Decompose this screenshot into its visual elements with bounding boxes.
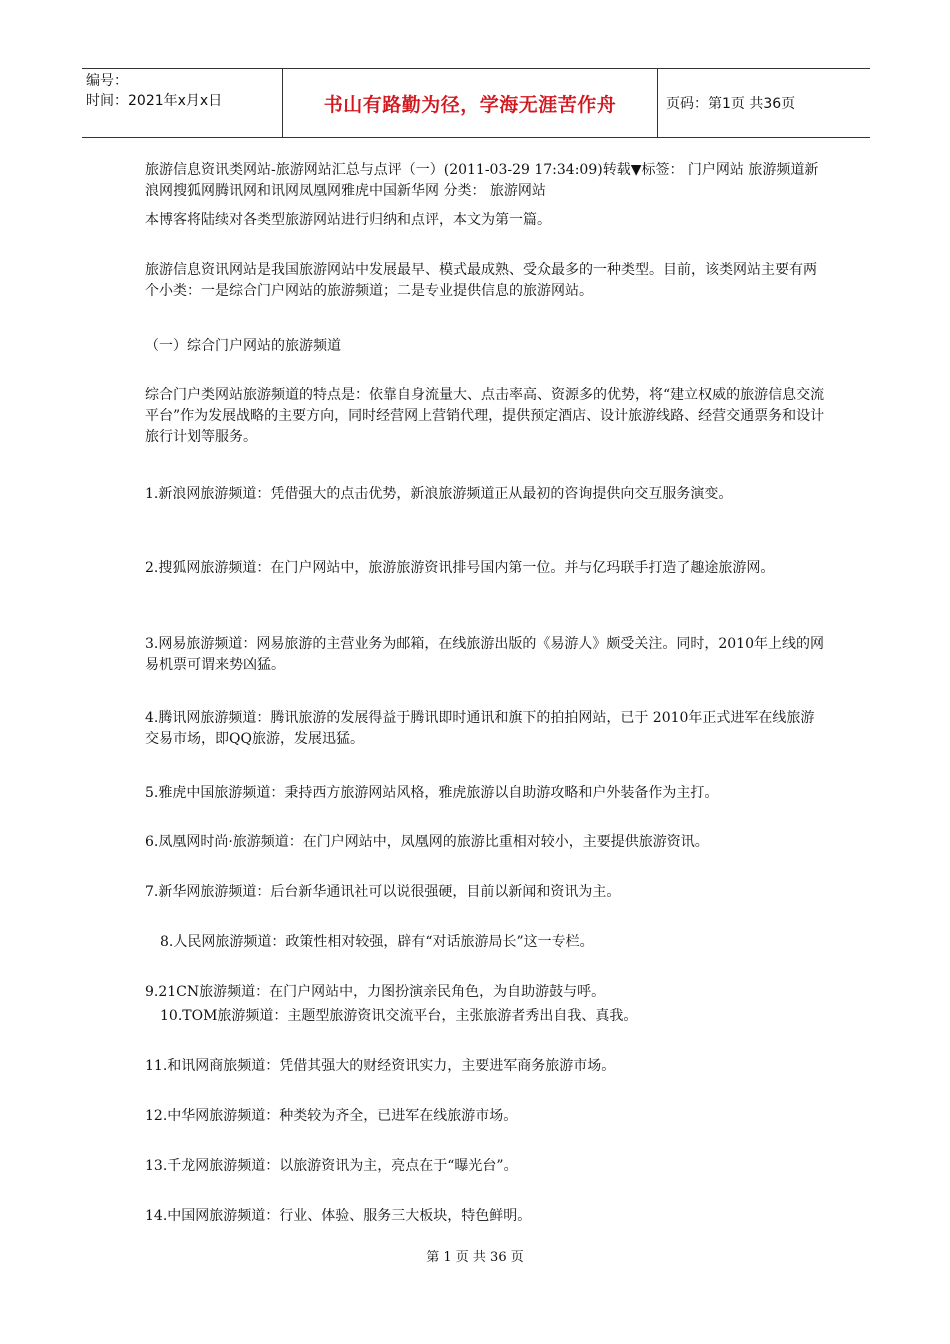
document-date: 时间：2021年x月x日	[86, 93, 223, 109]
header-page-info: 页码：第1页 共36页	[666, 96, 796, 112]
page-footer: 第 1 页 共 36 页	[426, 1250, 524, 1265]
list-item: 6.凤凰网时尚·旅游频道：在门户网站中，凤凰网的旅游比重相对较小，主要提供旅游资讯。	[145, 834, 709, 850]
list-item: 12.中华网旅游频道：种类较为齐全，已进军在线旅游市场。	[145, 1108, 518, 1124]
list-item: 1.新浪网旅游频道：凭借强大的点击优势，新浪旅游频道正从最初的咨询提供向交互服务演变。	[145, 486, 733, 502]
list-item: 7.新华网旅游频道：后台新华通讯社可以说很强硬，目前以新闻和资讯为主。	[145, 884, 621, 900]
section-heading: （一）综合门户网站的旅游频道	[145, 338, 341, 354]
intro-paragraph: 本博客将陆续对各类型旅游网站进行归纳和点评，本文为第一篇。	[145, 212, 551, 228]
list-item: 9.21CN旅游频道：在门户网站中，力图扮演亲民角色，为自助游鼓与呼。	[145, 984, 606, 1000]
list-item: 14.中国网旅游频道：行业、体验、服务三大板块，特色鲜明。	[145, 1208, 532, 1224]
header-meta	[82, 69, 282, 137]
header-motto: 书山有路勤为径，学海无涯苦作舟	[282, 69, 658, 137]
list-item: 3.网易旅游频道：网易旅游的主营业务为邮箱，在线旅游出版的《易游人》颇受关注。同时，2010年上线的网易机票可谓来势凶猛。	[145, 636, 824, 673]
page-header	[82, 68, 870, 138]
list-item: 2.搜狐网旅游频道：在门户网站中，旅游旅游资讯排号国内第一位。并与亿玛联手打造了趣途旅游网。	[145, 560, 775, 576]
list-item: 4.腾讯网旅游频道：腾讯旅游的发展得益于腾讯即时通讯和旗下的拍拍网站，已于 2010年正式进军在线旅游交易市场，即QQ旅游，发展迅猛。	[145, 710, 815, 747]
list-item: 13.千龙网旅游频道：以旅游资讯为主，亮点在于“曝光台”。	[145, 1158, 518, 1174]
list-item: 10.TOM旅游频道：主题型旅游资讯交流平台，主张旅游者秀出自我、真我。	[160, 1008, 638, 1024]
document-number-label: 编号：	[86, 73, 128, 89]
overview-paragraph: 旅游信息资讯网站是我国旅游网站中发展最早、模式最成熟、受众最多的一种类型。目前，该类网站主要有两个小类：一是综合门户网站的旅游频道；二是专业提供信息的旅游网站。	[145, 262, 817, 299]
article-title-line: 旅游信息资讯类网站-旅游网站汇总与点评（一）(2011-03-29 17:34:09)转载▼标签： 门户网站 旅游频道新浪网搜狐网腾讯网和讯网凤凰网雅虎中国新华网 分类： 旅游网站	[145, 162, 819, 199]
section-description: 综合门户类网站旅游频道的特点是：依靠自身流量大、点击率高、资源多的优势，将“建立权威的旅游信息交流平台”作为发展战略的主要方向，同时经营网上营销代理，提供预定酒店、设计旅游线路、经营交通票务和设计旅行计划等服务。	[145, 387, 825, 445]
list-item: 5.雅虎中国旅游频道：秉持西方旅游网站风格，雅虎旅游以自助游攻略和户外装备作为主打。	[145, 785, 719, 801]
list-item: 11.和讯网商旅频道：凭借其强大的财经资讯实力，主要进军商务旅游市场。	[145, 1058, 616, 1074]
list-item: 8.人民网旅游频道：政策性相对较强，辟有“对话旅游局长”这一专栏。	[160, 934, 594, 950]
